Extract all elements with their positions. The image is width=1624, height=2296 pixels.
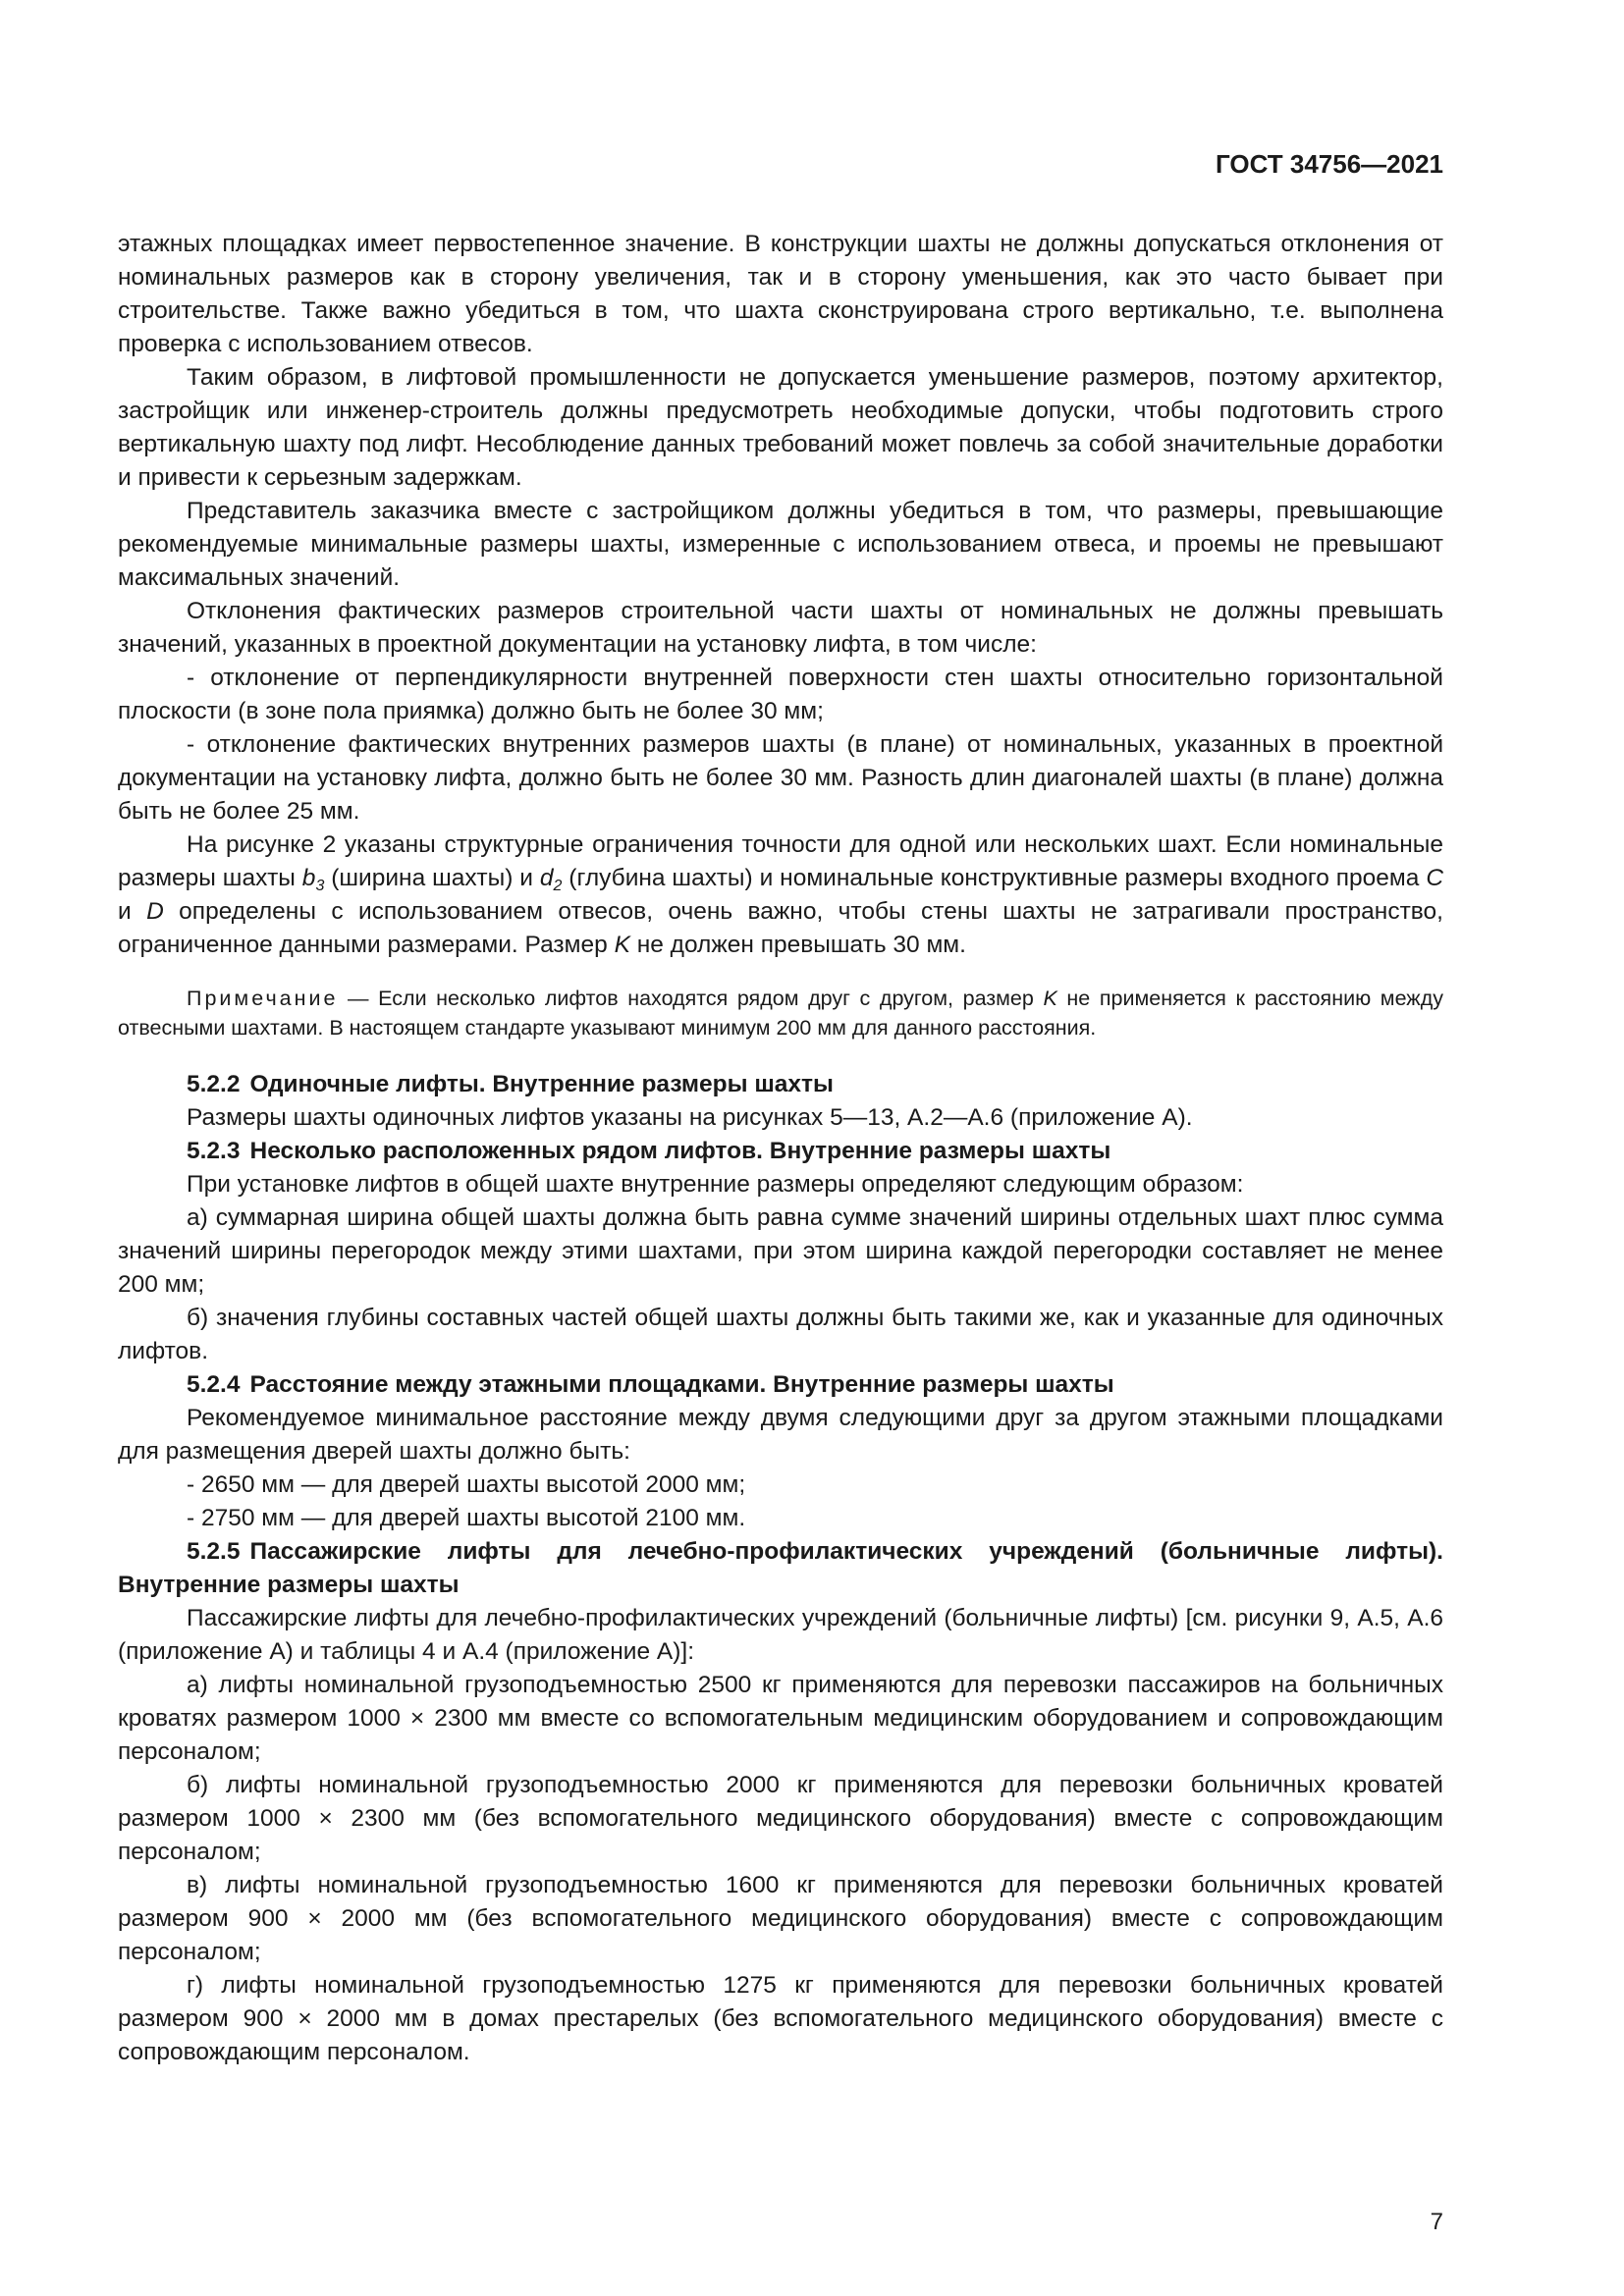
paragraph: Размеры шахты одиночных лифтов указаны на рисунках 5—13, А.2—А.6 (приложение А).: [187, 1104, 1193, 1131]
variable-d2: $d_2$: [539, 865, 563, 894]
variable-d: D: [146, 898, 164, 925]
paragraph: Таким образом, в лифтовой промышленности не допускается уменьшение размеров, поэтому архитектор, застройщик или инженер-строитель должны предусмотреть необходимые допуски, чтобы подготовить строго вертикальную шахту под лифт. Несоблюдение данных требований может повлечь за собой значительные доработки и привести к серьезным задержкам.: [118, 364, 1443, 491]
paragraph-continuation: этажных площадках имеет первостепенное значение. В конструкции шахты не должны допускаться отклонения от номинальных размеров как в сторону увеличения, так и в сторону уменьшения, как это часто бывает при строительстве. Также важно убедиться в том, что шахта сконструирована строго вертикально, т.е. выполнена проверка с использованием отвесов.: [118, 231, 1443, 357]
text-fragment: (ширина шахты) и: [324, 865, 540, 891]
list-item: в) лифты номинальной грузоподъемностью 1600 кг применяются для перевозки больничных кроватей размером 900 × 2000 мм (без вспомогательного медицинского оборудования) вместе с сопровождающим персоналом;: [118, 1872, 1443, 1965]
document-body: [118, 228, 1443, 2069]
note-text: — Если несколько лифтов находятся рядом друг с другом, размер: [338, 987, 1044, 1010]
document-id-header: ГОСТ 34756—2021: [1216, 149, 1443, 179]
variable-b3: $b_3$: [301, 865, 325, 894]
paragraph: Представитель заказчика вместе с застройщиком должны убедиться в том, что размеры, превышающие рекомендуемые минимальные размеры шахты, измеренные с использованием отвеса, и проемы не превышают максимальных значений.: [118, 498, 1443, 591]
list-item: - отклонение от перпендикулярности внутренней поверхности стен шахты относительно горизонтальной плоскости (в зоне пола приямка) должно быть не более 30 мм;: [118, 665, 1443, 724]
text-fragment: не должен превышать 30 мм.: [629, 932, 966, 958]
text-fragment: (глубина шахты) и номинальные конструктивные размеры входного проема: [562, 865, 1427, 891]
variable-k: K: [614, 932, 630, 958]
section-heading: 5.2.5 Пассажирские лифты для лечебно-профилактических учреждений (больничные лифты). Внутренние размеры шахты: [118, 1538, 1443, 1598]
list-item: а) лифты номинальной грузоподъемностью 2500 кг применяются для перевозки пассажиров на больничных кроватях размером 1000 × 2300 мм вместе со вспомогательным медицинским оборудованием и сопровождающим персоналом;: [118, 1672, 1443, 1765]
text-fragment: определены с использованием отвесов, очень важно, чтобы стены шахты не затрагивали пространство, ограниченное данными размерами. Размер: [118, 898, 1443, 958]
list-item: б) значения глубины составных частей общей шахты должны быть такими же, как и указанные для одиночных лифтов.: [118, 1305, 1443, 1364]
list-item: б) лифты номинальной грузоподъемностью 2000 кг применяются для перевозки больничных кроватей размером 1000 × 2300 мм (без вспомогательного медицинского оборудования) вместе с сопровождающим персоналом;: [118, 1772, 1443, 1865]
list-item: - отклонение фактических внутренних размеров шахты (в плане) от номинальных, указанных в проектной документации на установку лифта, должно быть не более 30 мм. Разность длин диагоналей шахты (в плане) должна быть не более 25 мм.: [118, 731, 1443, 825]
page-number: 7: [1430, 2209, 1443, 2235]
text-fragment: На рисунке 2 указаны структурные ограничения точности для одной или нескольких шахт. Если номинальные размеры шахты: [118, 831, 1443, 891]
variable-k: K: [1043, 987, 1057, 1010]
section-heading: 5.2.3 Несколько расположенных рядом лифтов. Внутренние размеры шахты: [187, 1138, 1111, 1164]
paragraph-figure-reference: [118, 828, 1443, 962]
list-item: г) лифты номинальной грузоподъемностью 1275 кг применяются для перевозки больничных кроватей размером 900 × 2000 мм в домах престарелых (без вспомогательного медицинского оборудования) вместе с сопровождающим персоналом.: [118, 1972, 1443, 2065]
text-fragment: и: [118, 898, 147, 925]
variable-c: C: [1426, 865, 1444, 891]
paragraph: Рекомендуемое минимальное расстояние между двумя следующими друг за другом этажными площадками для размещения дверей шахты должно быть:: [118, 1405, 1443, 1465]
section-heading: 5.2.4 Расстояние между этажными площадками. Внутренние размеры шахты: [187, 1371, 1114, 1398]
note: [118, 984, 1443, 1042]
paragraph: При установке лифтов в общей шахте внутренние размеры определяют следующим образом:: [187, 1171, 1244, 1198]
list-item: а) суммарная ширина общей шахты должна быть равна сумме значений ширины отдельных шахт плюс сумма значений ширины перегородок между этими шахтами, при этом ширина каждой перегородки составляет не менее 200 мм;: [118, 1204, 1443, 1298]
list-item: - 2650 мм — для дверей шахты высотой 2000 мм;: [187, 1471, 746, 1498]
list-item: - 2750 мм — для дверей шахты высотой 2100 мм.: [187, 1505, 746, 1531]
paragraph: Отклонения фактических размеров строительной части шахты от номинальных не должны превышать значений, указанных в проектной документации на установку лифта, в том числе:: [118, 598, 1443, 658]
paragraph: Пассажирские лифты для лечебно-профилактических учреждений (больничные лифты) [см. рисунки 9, А.5, А.6 (приложение А) и таблицы 4 и А.4 (приложение А)]:: [118, 1605, 1443, 1665]
section-heading: 5.2.2 Одиночные лифты. Внутренние размеры шахты: [187, 1071, 834, 1097]
note-text: не применяется к расстоянию между отвесными шахтами. В настоящем стандарте указывают минимум 200 мм для данного расстояния.: [118, 987, 1443, 1040]
note-label: Примечание: [187, 987, 339, 1010]
